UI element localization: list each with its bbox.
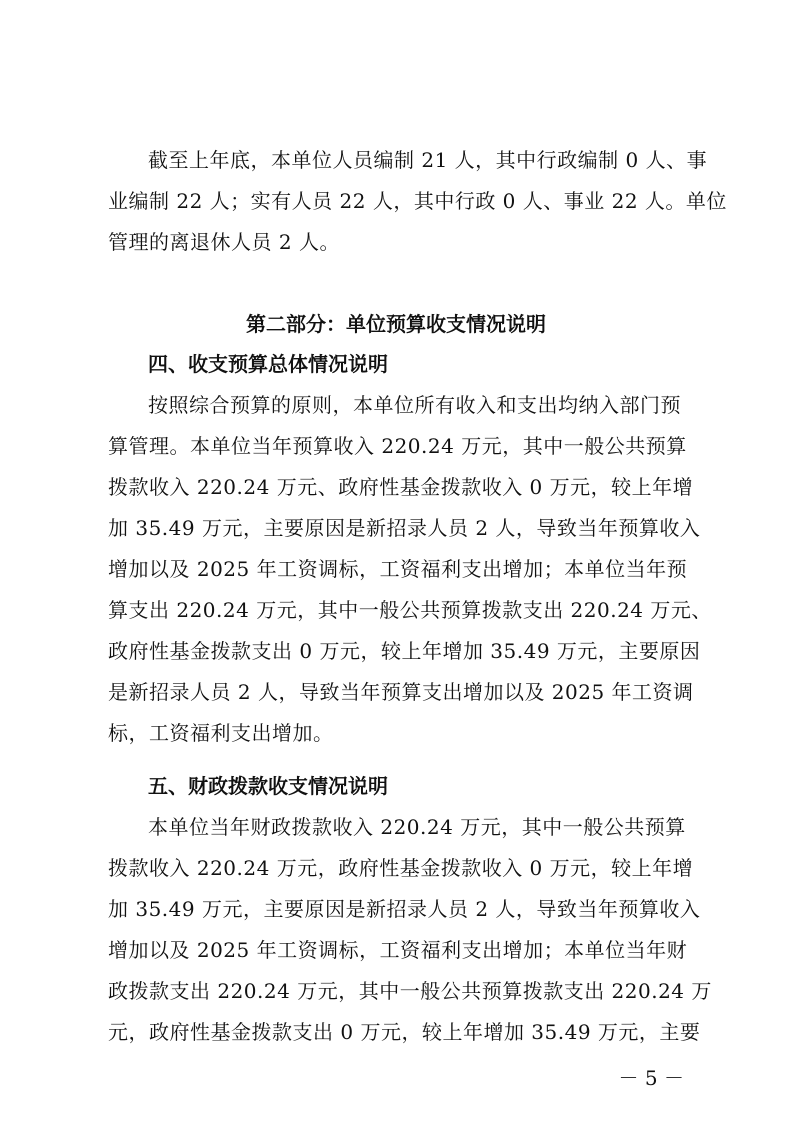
intro-line-1: 截至上年底，本单位人员编制 21 人，其中行政编制 0 人、事 — [148, 148, 708, 172]
intro-line-2: 业编制 22 人；实有人员 22 人，其中行政 0 人、事业 22 人。单位 — [108, 189, 727, 213]
section4-line-6: 算支出 220.24 万元，其中一般公共预算拨款支出 220.24 万元、 — [108, 598, 712, 622]
section5-line-6: 元，政府性基金拨款支出 0 万元，较上年增加 35.49 万元，主要 — [108, 1020, 701, 1044]
section4-line-4: 加 35.49 万元，主要原因是新招录人员 2 人，导致当年预算收入 — [108, 516, 701, 540]
section4-line-5: 增加以及 2025 年工资调标，工资福利支出增加；本单位当年预 — [108, 557, 688, 581]
section4-line-8: 是新招录人员 2 人，导致当年预算支出增加以及 2025 年工资调 — [108, 680, 694, 704]
section5-line-4: 增加以及 2025 年工资调标，工资福利支出增加；本单位当年财 — [108, 938, 688, 962]
part-title: 第二部分：单位预算收支情况说明 — [246, 312, 546, 336]
section4-line-9: 标，工资福利支出增加。 — [108, 721, 334, 745]
section5-line-1: 本单位当年财政拨款收入 220.24 万元，其中一般公共预算 — [148, 815, 686, 839]
section4-line-3: 拨款收入 220.24 万元、政府性基金拨款收入 0 万元，较上年增 — [108, 475, 694, 499]
section5-line-3: 加 35.49 万元，主要原因是新招录人员 2 人，导致当年预算收入 — [108, 897, 701, 921]
section5-line-2: 拨款收入 220.24 万元，政府性基金拨款收入 0 万元，较上年增 — [108, 856, 694, 880]
intro-line-3: 管理的离退休人员 2 人。 — [108, 230, 340, 254]
section5-line-5: 政拨款支出 220.24 万元，其中一般公共预算拨款支出 220.24 万 — [108, 979, 712, 1003]
section4-line-2: 算管理。本单位当年预算收入 220.24 万元，其中一般公共预算 — [108, 434, 687, 458]
section4-heading: 四、收支预算总体情况说明 — [148, 352, 388, 376]
section4-line-7: 政府性基金拨款支出 0 万元，较上年增加 35.49 万元，主要原因 — [108, 639, 701, 663]
section5-heading: 五、财政拨款收支情况说明 — [148, 774, 388, 798]
page-number: － 5 － — [618, 1066, 684, 1090]
section4-line-1: 按照综合预算的原则，本单位所有收入和支出均纳入部门预 — [148, 393, 681, 417]
